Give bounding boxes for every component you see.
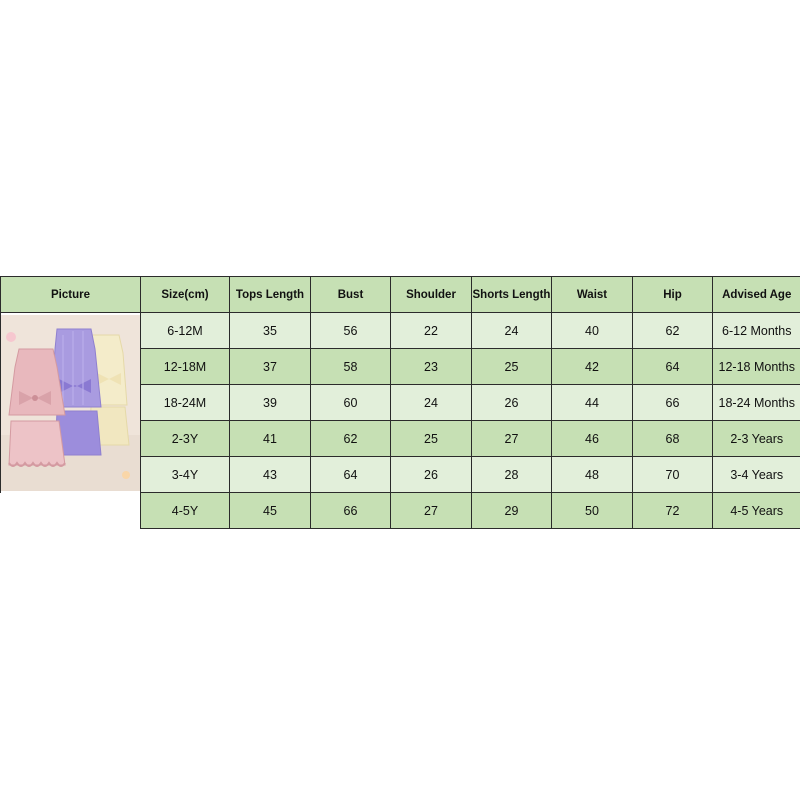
size-chart-table — [0, 276, 800, 529]
bust-value: 58 — [311, 349, 391, 385]
waist-value: 46 — [552, 421, 633, 457]
header-picture: Picture — [1, 277, 141, 313]
tops-length-value: 41 — [230, 421, 311, 457]
waist-value: 40 — [552, 313, 633, 349]
header-row — [1, 277, 800, 313]
advised-age-value: 3-4 Years — [713, 457, 800, 493]
bust-value: 64 — [311, 457, 391, 493]
size-value: 12-18M — [141, 349, 230, 385]
tops-length-value: 35 — [230, 313, 311, 349]
header-hip: Hip — [633, 277, 713, 313]
bust-value: 60 — [311, 385, 391, 421]
advised-age-value: 12-18 Months — [713, 349, 800, 385]
header-tops-length: Tops Length — [230, 277, 311, 313]
bust-value: 56 — [311, 313, 391, 349]
table-row — [1, 493, 800, 529]
size-value: 3-4Y — [141, 457, 230, 493]
header-shoulder: Shoulder — [391, 277, 472, 313]
tops-length-value: 45 — [230, 493, 311, 529]
waist-value: 48 — [552, 457, 633, 493]
table-row — [1, 313, 800, 349]
product-photo — [1, 315, 141, 491]
size-value: 2-3Y — [141, 421, 230, 457]
shorts-length-value: 27 — [472, 421, 552, 457]
size-value: 18-24M — [141, 385, 230, 421]
hip-value: 68 — [633, 421, 713, 457]
waist-value: 42 — [552, 349, 633, 385]
header-waist: Waist — [552, 277, 633, 313]
shorts-length-value: 26 — [472, 385, 552, 421]
hip-value: 64 — [633, 349, 713, 385]
hip-value: 66 — [633, 385, 713, 421]
shoulder-value: 27 — [391, 493, 472, 529]
header-bust: Bust — [311, 277, 391, 313]
shoulder-value: 23 — [391, 349, 472, 385]
tops-length-value: 39 — [230, 385, 311, 421]
advised-age-value: 4-5 Years — [713, 493, 800, 529]
shorts-length-value: 28 — [472, 457, 552, 493]
header-size: Size(cm) — [141, 277, 230, 313]
outfit-illustration — [1, 315, 141, 491]
advised-age-value: 18-24 Months — [713, 385, 800, 421]
shoulder-value: 22 — [391, 313, 472, 349]
size-value: 6-12M — [141, 313, 230, 349]
shoulder-value: 26 — [391, 457, 472, 493]
shoulder-value: 24 — [391, 385, 472, 421]
hip-value: 70 — [633, 457, 713, 493]
hip-value: 62 — [633, 313, 713, 349]
tops-length-value: 37 — [230, 349, 311, 385]
tops-length-value: 43 — [230, 457, 311, 493]
advised-age-value: 2-3 Years — [713, 421, 800, 457]
product-picture-cell — [1, 313, 141, 493]
hip-value: 72 — [633, 493, 713, 529]
shorts-length-value: 24 — [472, 313, 552, 349]
shoulder-value: 25 — [391, 421, 472, 457]
advised-age-value: 6-12 Months — [713, 313, 800, 349]
size-value: 4-5Y — [141, 493, 230, 529]
pink-outfit — [9, 349, 65, 466]
shorts-length-value: 25 — [472, 349, 552, 385]
waist-value: 44 — [552, 385, 633, 421]
shorts-length-value: 29 — [472, 493, 552, 529]
empty-cell — [1, 493, 141, 529]
waist-value: 50 — [552, 493, 633, 529]
header-advised-age: Advised Age — [713, 277, 800, 313]
bust-value: 66 — [311, 493, 391, 529]
bust-value: 62 — [311, 421, 391, 457]
header-shorts-length: Shorts Length — [472, 277, 552, 313]
